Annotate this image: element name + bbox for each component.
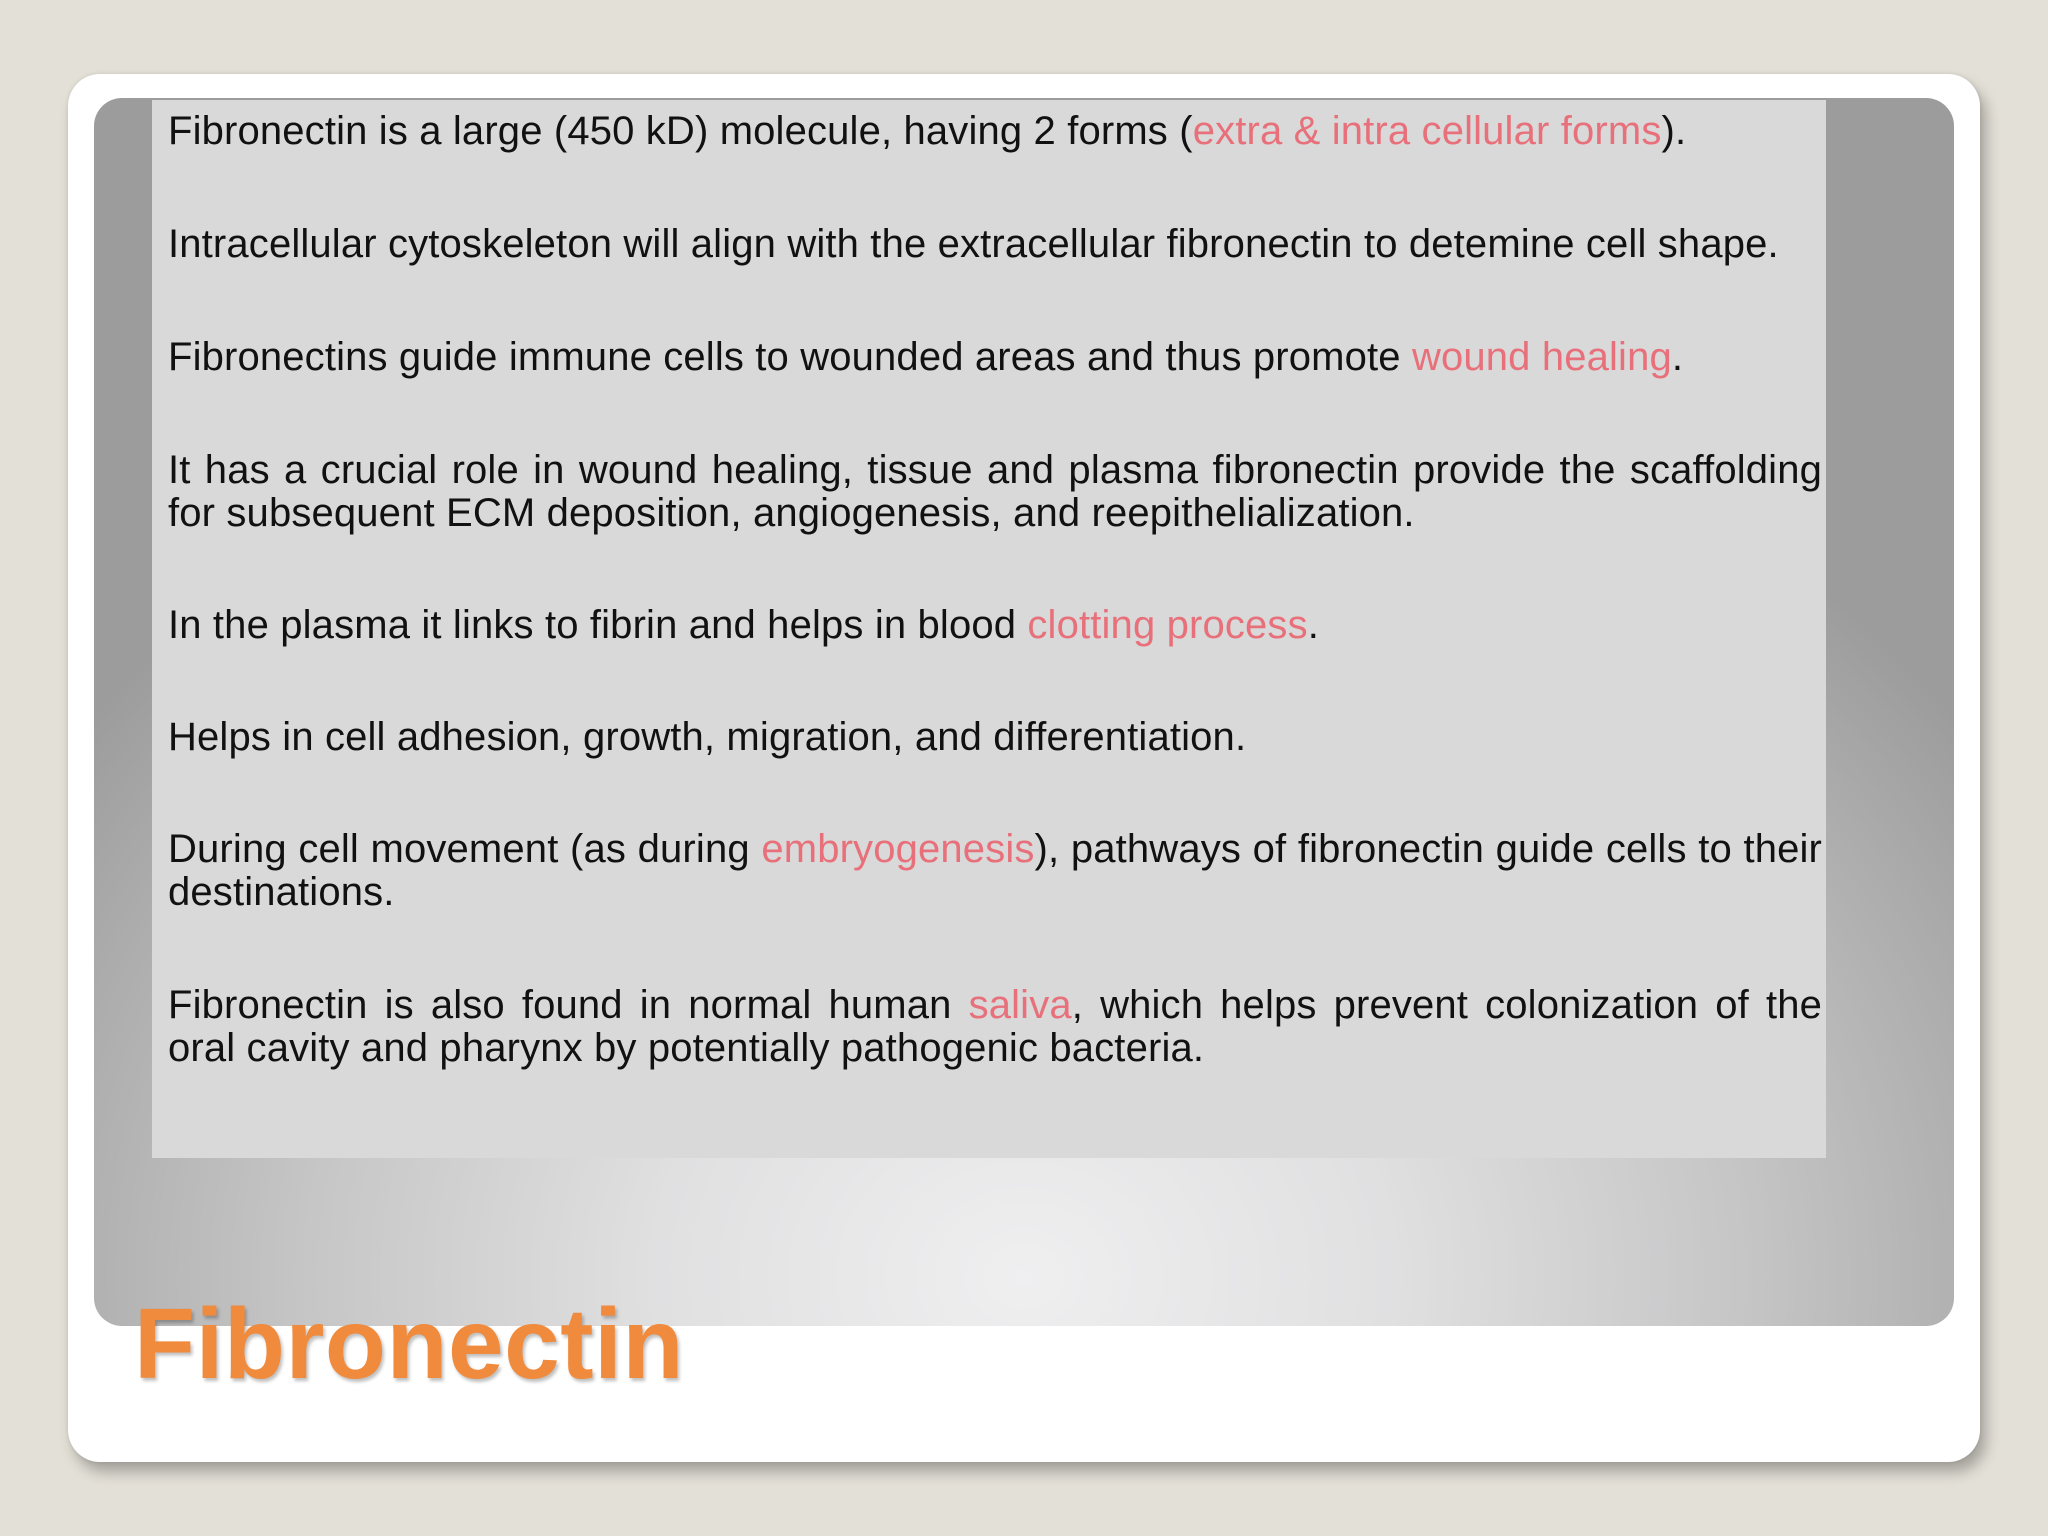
paragraph-text: Intracellular cytoskeleton will align with the extracellular fibronectin to detemine cell shape. bbox=[168, 222, 1779, 266]
paragraph-scaffolding bbox=[168, 449, 1822, 535]
paragraph-text: Fibronectin is a large (450 kD) molecule, having 2 forms ( bbox=[168, 109, 1193, 153]
paragraph-forms bbox=[168, 110, 1822, 153]
paragraph-text: . bbox=[1307, 603, 1319, 647]
paragraph-text: It has a crucial role in wound healing, tissue and plasma fibronectin provide the scaffolding for subsequent ECM deposition, angiogenesis, and reepithelialization. bbox=[168, 448, 1822, 535]
content-panel bbox=[94, 98, 1954, 1326]
highlight-clotting-process: clotting process bbox=[1027, 603, 1308, 647]
paragraph-cell-movement bbox=[168, 828, 1822, 914]
paragraph-text: ), pathways of fibronectin guide cells to their destinations. bbox=[168, 827, 1823, 914]
paragraph-adhesion bbox=[168, 716, 1822, 759]
slide-text-image bbox=[152, 100, 1826, 1158]
paragraph-text: During cell movement (as during bbox=[168, 827, 762, 871]
paragraph-text: Fibronectin is also found in normal human bbox=[168, 983, 969, 1027]
paragraph-text: Fibronectins guide immune cells to wounded areas and thus promote bbox=[168, 335, 1412, 379]
paragraph-cytoskeleton bbox=[168, 223, 1822, 266]
paragraph-text: In the plasma it links to fibrin and helps in blood bbox=[168, 603, 1028, 647]
highlight-embryogenesis: embryogenesis bbox=[761, 827, 1035, 871]
slide-card bbox=[68, 74, 1980, 1462]
paragraph-plasma bbox=[168, 604, 1822, 647]
paragraph-text: ). bbox=[1661, 109, 1687, 153]
highlight-wound-healing: wound healing bbox=[1411, 335, 1672, 379]
highlight-saliva: saliva bbox=[968, 983, 1072, 1027]
paragraph-text: Helps in cell adhesion, growth, migration, and differentiation. bbox=[168, 715, 1247, 759]
paragraph-immune-cells bbox=[168, 336, 1822, 379]
paragraph-text: . bbox=[1671, 335, 1684, 379]
highlight-extra-intra-cellular: extra & intra cellular forms bbox=[1192, 109, 1662, 153]
paragraph-saliva bbox=[168, 984, 1822, 1070]
slide-title: Fibronectin bbox=[134, 1288, 684, 1400]
paragraph-text: , which helps prevent colonization of the oral cavity and pharynx by potentially pathogenic bacteria. bbox=[168, 983, 1822, 1070]
